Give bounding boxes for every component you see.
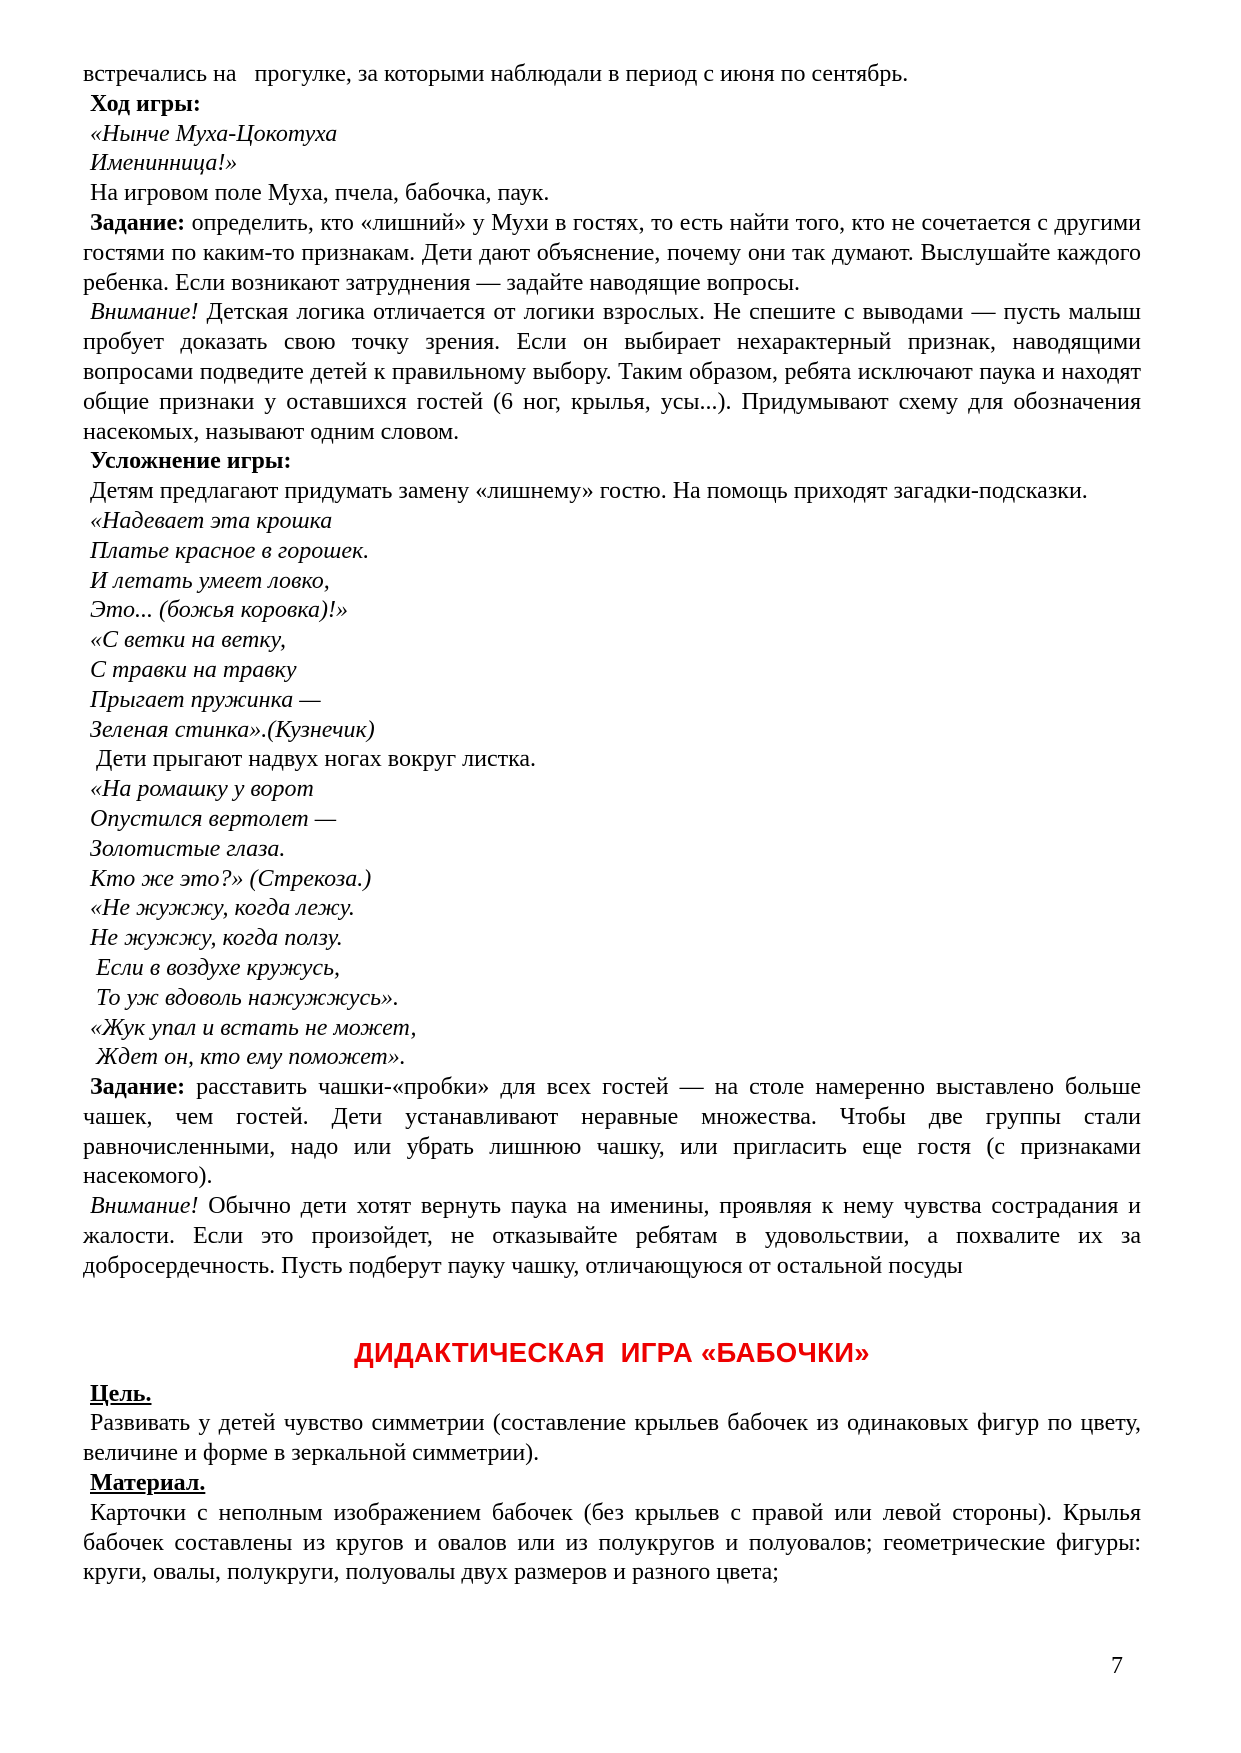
poem-line: «Надевает эта крошка [90, 507, 333, 534]
section-heading-game-flow: Ход игры: [90, 90, 201, 117]
goal-heading-text: Цель. [90, 1380, 152, 1407]
poem-line: Золотистые глаза. [90, 835, 286, 862]
bold-lead: Задание: [90, 209, 186, 236]
attention-paragraph-1 [83, 298, 1141, 447]
continuation-line: встречались на прогулке, за которыми наблюдали в период с июня по сентябрь. [83, 61, 909, 87]
complication-paragraph: Детям предлагают придумать замену «лишнему» гостю. На помощь приходят загадки-подсказки. [90, 478, 1088, 505]
poem-line: Опустился вертолет — [90, 805, 337, 832]
attention-paragraph-2 [83, 1192, 1141, 1281]
poem-line: «Жук упал и встать не может, [90, 1014, 417, 1041]
poem-line: «Не жужжу, когда лежу. [90, 895, 355, 922]
section-heading-complication: Усложнение игры: [90, 448, 292, 475]
material-heading [83, 1469, 1141, 1499]
task-text: определить, кто «лишний» у Мухи в гостях, то есть найти того, кто не сочетается с другими гостями по каким-то признакам. Дети дают объяснение, почему они так думают. Выслушайте каждого ребенка. Если возникают затруднения — задайте наводящие вопросы. [83, 209, 1141, 296]
poem-line: С травки на травку [90, 656, 297, 683]
task-paragraph-1 [83, 209, 1141, 298]
poem-line: Если в воздухе кружусь, [90, 954, 341, 981]
action-line: Дети прыгают надвух ногах вокруг листка. [90, 746, 537, 773]
italic-lead: Внимание! [90, 1193, 199, 1220]
poem-line: Ждет он, кто ему поможет». [90, 1044, 406, 1071]
poem-line: Не жужжу, когда ползу. [90, 925, 343, 952]
text-block [83, 60, 1141, 1588]
poem-line: «На ромашку у ворот [90, 776, 314, 803]
task-text: расставить чашки-«пробки» для всех гостей — на столе намеренно выставлено больше чашек, чем гостей. Дети устанавливают неравные множества. Чтобы две группы стали равночисленными, надо или убрать лишнюю чашку, или пригласить еще гостя (с признаками насекомого). [83, 1074, 1141, 1190]
poem-line: То уж вдоволь нажужжусь». [90, 984, 400, 1011]
poem-line: Именинница!» [90, 150, 238, 177]
poem-line: «Нынче Муха-Цокотуха [90, 120, 338, 147]
task-paragraph-2 [83, 1073, 1141, 1192]
material-heading-text: Материал. [90, 1470, 206, 1497]
game-field-line: На игровом поле Муха, пчела, бабочка, паук. [90, 180, 550, 207]
attention-text: Обычно дети хотят вернуть паука на именины, проявляя к нему чувства сострадания и жалости. Если это произойдет, не отказывайте ребятам в удовольствии, а похвалите их за добросердечность. Пусть подберут пауку чашку, отличающуюся от остальной посуды [83, 1193, 1141, 1279]
page-number: 7 [1111, 1653, 1123, 1679]
bold-lead: Задание: [90, 1074, 186, 1101]
material-paragraph: Карточки с неполным изображением бабочек (без крыльев с правой или левой стороны). Крылья бабочек составлены из кругов и овалов или из полукругов и полуовалов; геометрические фигуры: круги, овалы, полукруги, полуовалы двух размеров и разного цвета; [83, 1499, 1141, 1586]
poem-line: Кто же это?» (Стрекоза.) [90, 865, 372, 892]
goal-paragraph: Развивать у детей чувство симметрии (составление крыльев бабочек из одинаковых фигур по цвету, величине и форме в зеркальной симметрии). [83, 1410, 1141, 1467]
poem-line: «С ветки на ветку, [90, 627, 286, 654]
poem-line: Это... (божья коровка)!» [90, 597, 348, 624]
game-title-butterflies: ДИДАКТИЧЕСКАЯ ИГРА «БАБОЧКИ» [354, 1336, 870, 1368]
poem-line: Платье красное в горошек. [90, 537, 370, 564]
italic-lead: Внимание! [90, 299, 199, 326]
attention-text: Детская логика отличается от логики взрослых. Не спешите с выводами — пусть малыш пробует доказать свою точку зрения. Если он выбирает нехарактерный признак, наводящими вопросами подведите детей к правильному выбору. Таким образом, ребята исключают паука и находят общие признаки у оставшихся гостей (6 ног, крылья, усы...). Придумывают схему для обозначения насекомых, называют одним словом. [83, 299, 1141, 445]
poem-line: Зеленая стинка».(Кузнечик) [90, 716, 375, 743]
poem-line: И летать умеет ловко, [90, 567, 330, 594]
goal-heading [83, 1380, 1141, 1410]
poem-line: Прыгает пружинка — [90, 686, 321, 713]
